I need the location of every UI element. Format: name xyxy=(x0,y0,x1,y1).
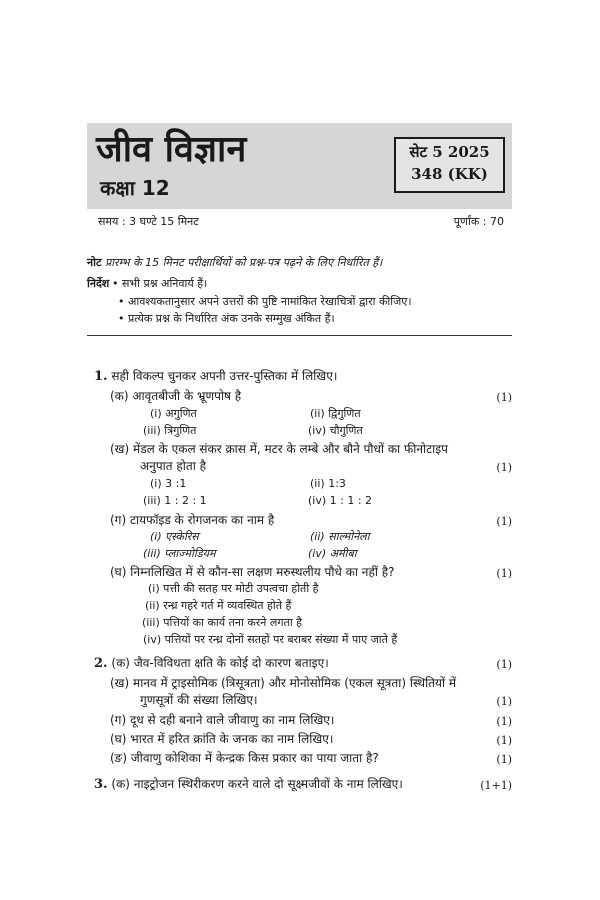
q1-stem xyxy=(94,368,337,385)
option: (iii) त्रिगुणित xyxy=(143,424,197,437)
option: (i) अगुणित xyxy=(150,407,197,420)
part-text: मानव में ट्राइसोमिक (त्रिसूत्रता) और मोनोसोमिक (एकल सूत्रता) स्थितियों में xyxy=(133,676,457,690)
part-label: (ग) xyxy=(110,513,127,527)
time-allowed: समय : 3 घण्टे 15 मिनट xyxy=(98,215,199,228)
marks: (1+1) xyxy=(480,779,512,792)
part-label: (ङ) xyxy=(110,751,128,765)
instruction-bullet: • सभी प्रश्न अनिवार्य हैं। xyxy=(112,277,208,290)
q2a-text xyxy=(94,655,329,672)
option: (i) पत्ती की सतह पर मोटी उपत्वचा होती है xyxy=(148,582,319,595)
marks: (1) xyxy=(496,658,512,671)
note-line xyxy=(87,255,382,271)
instruction-label-text: निर्देश xyxy=(87,277,110,290)
part-label: (ख) xyxy=(110,442,130,456)
set-line-1: सेट 5 2025 xyxy=(409,143,490,161)
q1d-text xyxy=(110,564,395,580)
part-label: (क) xyxy=(111,777,130,791)
marks: (1) xyxy=(496,461,512,474)
bullet-text: सभी प्रश्न अनिवार्य हैं। xyxy=(122,277,208,290)
part-text: जीवाणु कोशिका में केन्द्रक किस प्रकार का पाया जाता है? xyxy=(130,751,379,765)
option: (i) एस्केरिस xyxy=(150,530,199,543)
q1a-text xyxy=(110,388,241,404)
option: (ii) रन्ध्र गहरे गर्त में व्यवस्थित होते हैं xyxy=(145,599,292,612)
part-text: जैव-विविधता क्षति के कोई दो कारण बताइए। xyxy=(133,656,329,670)
q1c-text xyxy=(110,512,274,528)
option: (ii) 1:3 xyxy=(310,477,346,490)
option: (iii) 1 : 2 : 1 xyxy=(143,494,207,507)
note-text: प्रारम्भ के 15 मिनट परीक्षार्थियों को प्रश्न-पत्र पढ़ने के लिए निर्धारित हैं। xyxy=(105,256,383,269)
question-text: सही विकल्प चुनकर अपनी उत्तर-पुस्तिका में लिखिए। xyxy=(111,369,338,383)
part-label: (ग) xyxy=(110,713,127,727)
part-text: नाइट्रोजन स्थिरीकरण करने वाले दो सूक्ष्मजीवों के नाम लिखिए। xyxy=(133,777,403,791)
section-divider xyxy=(87,335,512,336)
q2b-text-cont: गुणसूत्रों की संख्या लिखिए। xyxy=(140,693,258,707)
set-code-box xyxy=(394,137,505,193)
marks: (1) xyxy=(496,567,512,580)
part-label: (क) xyxy=(110,389,129,403)
marks: (1) xyxy=(496,753,512,766)
question-number: 1. xyxy=(94,369,108,384)
question-number: 2. xyxy=(94,656,108,671)
instruction-bullet: • प्रत्येक प्रश्न के निर्धारित अंक उनके सम्मुख अंकित हैं। xyxy=(118,312,335,325)
q2b-text xyxy=(110,675,456,691)
part-text: मेंडल के एकल संकर क्रास में, मटर के लम्बे और बौने पौधों का फीनोटाइप xyxy=(133,442,448,456)
option: (ii) द्विगुणित xyxy=(310,407,361,420)
option: (i) 3 :1 xyxy=(150,477,187,490)
part-label: (घ) xyxy=(110,565,127,579)
marks: (1) xyxy=(496,715,512,728)
subject-title: जीव विज्ञान xyxy=(96,129,247,170)
marks: (1) xyxy=(496,391,512,404)
option: (iii) प्लाज्मोडियम xyxy=(143,547,216,560)
option: (iv) अमीबा xyxy=(308,547,357,560)
q1b-text-cont: अनुपात होता है xyxy=(140,459,207,473)
max-marks: पूर्णांक : 70 xyxy=(453,215,504,228)
part-text: दूध से दही बनाने वाले जीवाणु का नाम लिखिए। xyxy=(129,713,335,727)
marks: (1) xyxy=(496,515,512,528)
instruction-label xyxy=(87,276,109,292)
question-number: 3. xyxy=(94,777,108,792)
q2d-text xyxy=(110,731,333,747)
marks: (1) xyxy=(496,695,512,708)
instruction-bullet: • आवश्यकतानुसार अपने उत्तरों की पुष्टि नामांकित रेखाचित्रों द्वारा कीजिए। xyxy=(118,295,412,308)
option: (ii) साल्मोनेला xyxy=(310,530,370,543)
q3a-text xyxy=(94,776,403,793)
q2e-text xyxy=(110,750,379,766)
option: (iv) चौगुणित xyxy=(308,424,363,437)
bullet-text: आवश्यकतानुसार अपने उत्तरों की पुष्टि नामांकित रेखाचित्रों द्वारा कीजिए। xyxy=(128,295,412,308)
q2c-text xyxy=(110,712,334,728)
option: (iv) 1 : 1 : 2 xyxy=(308,494,373,507)
q1b-text xyxy=(110,441,448,457)
part-text: निम्नलिखित में से कौन-सा लक्षण मरुस्थलीय पौधे का नहीं है? xyxy=(130,565,395,579)
set-line-2: 348 (KK) xyxy=(411,165,488,183)
class-label: कक्षा 12 xyxy=(100,176,170,200)
part-label: (क) xyxy=(111,656,130,670)
option: (iv) पत्तियों पर रन्ध्र दोनों सतहों पर बराबर संख्या में पाए जाते हैं xyxy=(143,633,398,646)
part-label: (ख) xyxy=(110,676,130,690)
note-label: नोट xyxy=(87,256,102,269)
part-text: भारत में हरित क्रांति के जनक का नाम लिखिए। xyxy=(130,732,334,746)
marks: (1) xyxy=(496,734,512,747)
bullet-text: प्रत्येक प्रश्न के निर्धारित अंक उनके सम्मुख अंकित हैं। xyxy=(128,312,335,325)
option: (iii) पत्तियों का कार्य तना करने लगता है xyxy=(142,616,303,629)
part-label: (घ) xyxy=(110,732,127,746)
part-text: टायफॉइड के रोगजनक का नाम है xyxy=(129,513,275,527)
part-text: आवृतबीजी के भ्रूणपोष है xyxy=(132,389,242,403)
